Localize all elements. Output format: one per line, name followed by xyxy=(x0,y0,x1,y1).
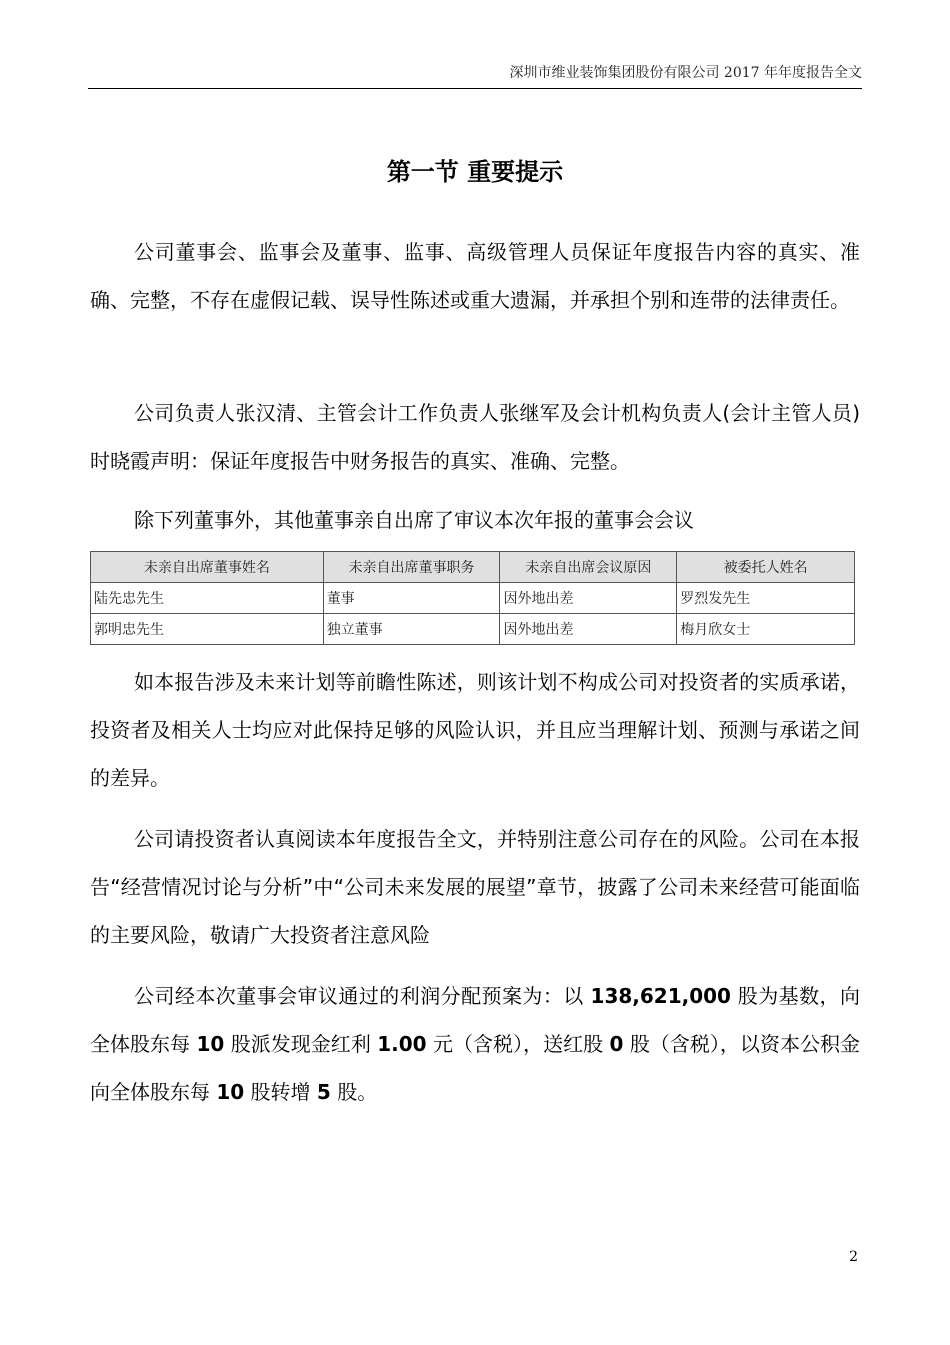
paragraph-profit-distribution xyxy=(90,972,860,1116)
cash-dividend-value: 1.00 xyxy=(377,1032,427,1056)
table-cell: 陆先忠先生 xyxy=(91,583,324,614)
text-segment: 股为基数，向全体股东每 xyxy=(90,984,860,1056)
table-cell: 因外地出差 xyxy=(500,614,677,645)
table-header-cell: 未亲自出席董事职务 xyxy=(323,552,500,583)
bonus-shares-value: 0 xyxy=(609,1032,624,1056)
text-segment: 股转增 xyxy=(244,1080,317,1104)
transfer-shares-value: 5 xyxy=(316,1080,331,1104)
paragraph-risk-notice: 公司请投资者认真阅读本年度报告全文，并特别注意公司存在的风险。公司在本报告“经营情况讨论与分析”中“公司未来发展的展望”章节，披露了公司未来经营可能面临的主要风险，敬请广大投资者注意风险 xyxy=(90,827,860,947)
per-shares-value: 10 xyxy=(216,1080,245,1104)
table-cell: 梅月欣女士 xyxy=(677,614,855,645)
text-segment: 公司经本次董事会审议通过的利润分配预案为：以 xyxy=(134,984,591,1008)
table-header-cell: 未亲自出席会议原因 xyxy=(500,552,677,583)
text-segment: 股。 xyxy=(330,1080,378,1104)
table-cell: 罗烈发先生 xyxy=(677,583,855,614)
paragraph-forward-looking: 如本报告涉及未来计划等前瞻性陈述，则该计划不构成公司对投资者的实质承诺，投资者及相关人士均应对此保持足够的风险认识，并且应当理解计划、预测与承诺之间的差异。 xyxy=(90,670,860,790)
table-header-cell: 未亲自出席董事姓名 xyxy=(91,552,324,583)
paragraph-absent-directors: 除下列董事外，其他董事亲自出席了审议本次年报的董事会会议 xyxy=(134,508,694,532)
text-segment: 股（含税），以资本公积金向全体股东每 xyxy=(90,1032,861,1104)
header-rule xyxy=(88,88,862,89)
absent-directors-table xyxy=(90,551,855,645)
running-header: 深圳市维业装饰集团股份有限公司 2017 年年度报告全文 xyxy=(509,65,862,81)
table-header-row xyxy=(91,552,855,583)
per-shares-value: 10 xyxy=(196,1032,225,1056)
text-segment: 股派发现金红利 xyxy=(224,1032,378,1056)
page-number: 2 xyxy=(849,1249,858,1265)
table-header-cell: 被委托人姓名 xyxy=(677,552,855,583)
table-cell: 郭明忠先生 xyxy=(91,614,324,645)
table-row xyxy=(91,614,855,645)
share-base-value: 138,621,000 xyxy=(590,984,731,1008)
table-cell: 董事 xyxy=(323,583,500,614)
table-cell: 独立董事 xyxy=(323,614,500,645)
table-row xyxy=(91,583,855,614)
paragraph-responsibility: 公司董事会、监事会及董事、监事、高级管理人员保证年度报告内容的真实、准确、完整，不存在虚假记载、误导性陈述或重大遗漏，并承担个别和连带的法律责任。 xyxy=(90,240,860,312)
section-title: 第一节 重要提示 xyxy=(386,158,564,186)
table-cell: 因外地出差 xyxy=(500,583,677,614)
paragraph-declaration: 公司负责人张汉清、主管会计工作负责人张继军及会计机构负责人(会计主管人员)时晓霞声明：保证年度报告中财务报告的真实、准确、完整。 xyxy=(90,401,860,473)
text-segment: 元（含税），送红股 xyxy=(426,1032,610,1056)
